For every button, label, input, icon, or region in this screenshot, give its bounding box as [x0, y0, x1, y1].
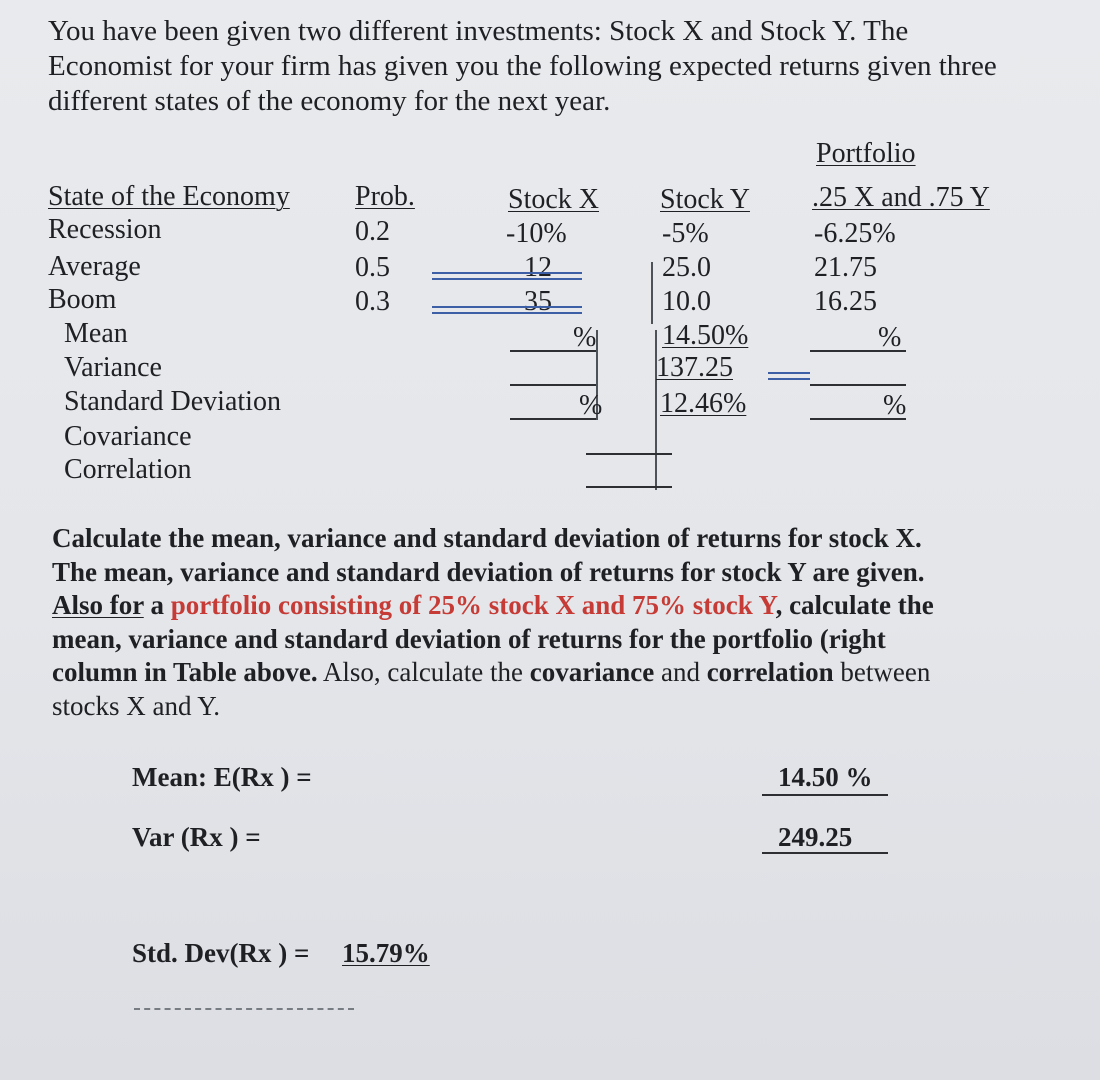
variance-answer-line: [762, 852, 888, 854]
portfolio-variance-blank: [810, 384, 906, 386]
intro-line-1: You have been given two different investments: Stock X and Stock Y. The: [48, 15, 909, 47]
instruction-text: and: [654, 657, 707, 687]
row-average-prob: 0.5: [355, 252, 390, 283]
stock-y-mean: 14.50%: [662, 320, 749, 351]
correlation-blank: [586, 486, 672, 488]
header-state: State of the Economy: [48, 181, 290, 212]
stat-corr-label: Correlation: [64, 454, 192, 485]
instructions: [52, 522, 934, 723]
instruction-text: a: [143, 590, 171, 620]
portfolio-mean-percent: %: [878, 322, 902, 353]
intro-line-3: different states of the economy for the next year.: [48, 85, 611, 117]
stock-y-variance: 137.25: [656, 352, 733, 383]
instruction-text: covariance: [529, 657, 655, 687]
blue-rule-boom: [432, 306, 582, 314]
row-recession-state: Recession: [48, 214, 162, 245]
row-average-state: Average: [48, 251, 141, 282]
portfolio-phrase: portfolio consisting of 25% stock X and 75% stock Y: [170, 590, 776, 620]
blue-rule-portfolio-variance: [768, 372, 810, 380]
also-for-text: Also for: [52, 590, 144, 620]
stat-mean-label: Mean: [64, 318, 128, 349]
portfolio-title: Portfolio: [816, 138, 916, 169]
stat-std-label: Standard Deviation: [64, 386, 281, 417]
instruction-text: correlation: [706, 657, 834, 687]
intro-paragraph: [48, 14, 997, 119]
covariance-blank: [586, 453, 672, 455]
row-recession-portfolio: -6.25%: [814, 218, 896, 249]
row-average-stock-x: 12: [524, 252, 552, 283]
stock-x-mean-percent: %: [573, 322, 597, 353]
row-average-portfolio: 21.75: [814, 252, 877, 283]
instruction-line-3: [52, 589, 934, 623]
instruction-line-6: stocks X and Y.: [52, 690, 220, 721]
blank-answer-line: [134, 1008, 354, 1010]
instruction-text: , calculate the: [775, 590, 934, 620]
std-label: Std. Dev(Rx ) =: [132, 938, 310, 968]
header-prob: Prob.: [355, 181, 415, 212]
portfolio-std-percent: %: [883, 390, 907, 421]
row-boom-portfolio: 16.25: [814, 286, 877, 317]
header-stock-y: Stock Y: [660, 184, 750, 215]
blue-rule-average: [432, 272, 582, 280]
row-recession-prob: 0.2: [355, 216, 390, 247]
header-stock-x: Stock X: [508, 184, 599, 215]
instruction-line-5: [52, 656, 934, 690]
instruction-text: Also, calculate the: [317, 657, 530, 687]
cell-border: [651, 262, 653, 324]
mean-answer-line: [762, 794, 888, 796]
variance-value: 249.25: [778, 822, 853, 852]
row-boom-stock-x: 35: [524, 286, 552, 317]
instruction-line-4: mean, variance and standard deviation of returns for the portfolio (right: [52, 623, 886, 654]
stock-x-std-percent: %: [579, 390, 603, 421]
stat-variance-label: Variance: [64, 352, 162, 383]
row-boom-state: Boom: [48, 284, 117, 315]
row-boom-stock-y: 10.0: [662, 286, 711, 317]
instruction-line-2: The mean, variance and standard deviation of returns for stock Y are given.: [52, 556, 925, 587]
instruction-text: column in Table above.: [52, 657, 318, 687]
std-value: 15.79%: [342, 938, 430, 968]
row-recession-stock-y: -5%: [662, 218, 709, 249]
row-boom-prob: 0.3: [355, 286, 390, 317]
row-average-stock-y: 25.0: [662, 252, 711, 283]
mean-label: Mean: E(Rx ) =: [132, 762, 312, 792]
stock-x-variance-blank: [510, 384, 596, 386]
stock-y-std: 12.46%: [660, 388, 747, 419]
instruction-text: between: [833, 657, 931, 687]
instruction-line-1: Calculate the mean, variance and standard deviation of returns for stock X.: [52, 523, 922, 553]
header-portfolio: .25 X and .75 Y: [812, 182, 990, 213]
mean-value: 14.50 %: [778, 762, 873, 792]
stat-cov-label: Covariance: [64, 421, 192, 452]
row-recession-stock-x: -10%: [506, 218, 567, 249]
variance-label: Var (Rx ) =: [132, 822, 261, 852]
intro-line-2: Economist for your firm has given you the following expected returns given three: [48, 50, 997, 82]
